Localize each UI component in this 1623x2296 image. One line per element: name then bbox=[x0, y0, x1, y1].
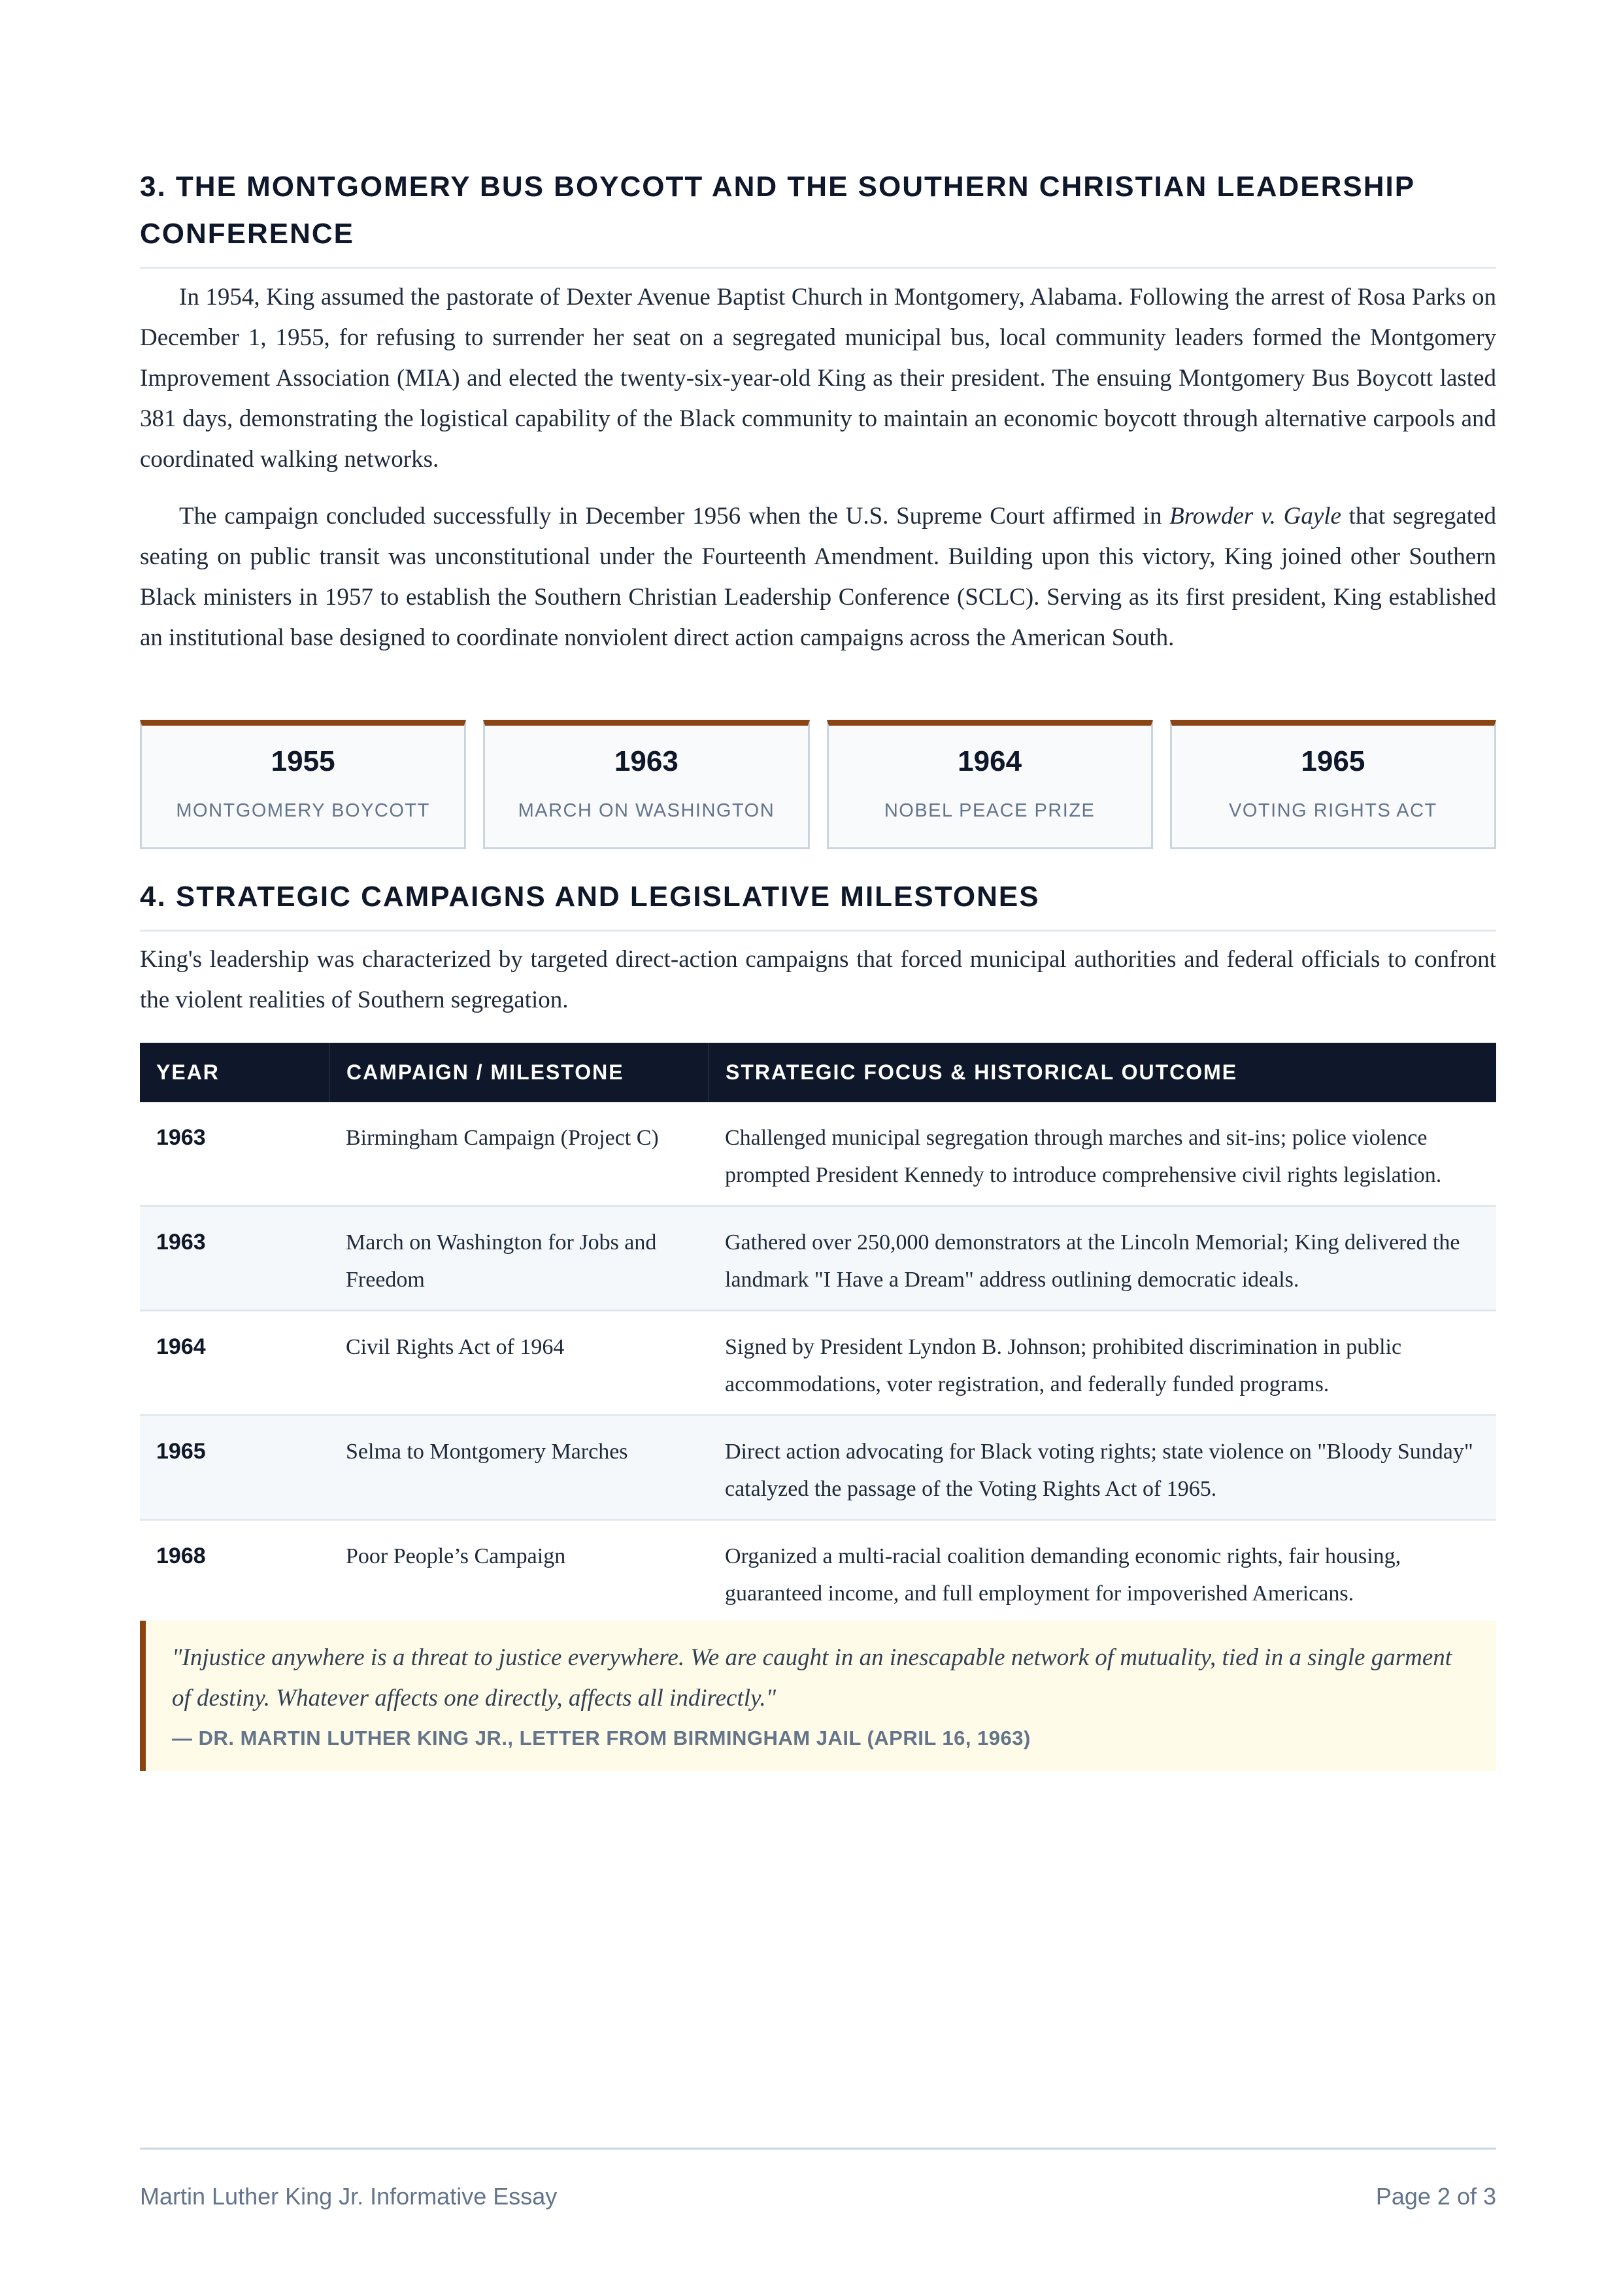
campaign-cell: March on Washington for Jobs and Freedom bbox=[329, 1206, 709, 1311]
table-row bbox=[140, 1415, 1496, 1520]
table-row bbox=[140, 1206, 1496, 1311]
quote-citation: — DR. MARTIN LUTHER KING JR., LETTER FROM BIRMINGHAM JAIL (APRIL 16, 1963) bbox=[172, 1727, 1031, 1749]
outcome-cell: Direct action advocating for Black voting rights; state violence on "Bloody Sunday" catalyzed the passage of the Voting Rights Act of 1965. bbox=[709, 1415, 1496, 1520]
stat-card bbox=[140, 720, 466, 849]
stat-card bbox=[827, 720, 1153, 849]
year-cell: 1963 bbox=[140, 1102, 329, 1206]
stat-year: 1965 bbox=[1301, 745, 1365, 777]
outcome-cell: Organized a multi-racial coalition demanding economic rights, fair housing, guaranteed income, and full employment for impoverished Americans. bbox=[709, 1520, 1496, 1625]
section-4-heading: 4. STRATEGIC CAMPAIGNS AND LEGISLATIVE MILESTONES bbox=[140, 873, 1496, 932]
document-page bbox=[140, 0, 1496, 2296]
campaign-cell: Civil Rights Act of 1964 bbox=[329, 1311, 709, 1415]
stat-label: MONTGOMERY BOYCOTT bbox=[176, 800, 430, 821]
paragraph-2-text-start: The campaign concluded successfully in December 1956 when the U.S. Supreme Court affirmed in bbox=[179, 503, 1170, 530]
paragraph-2-text-end: that segregated seating on public transit was unconstitutional under the Fourteenth Amendment. Building upon this victory, King joined other Southern Black ministers in 1957 to establish the Southern Christian Leadership Conference (SCLC). Serving as its first president, King established an institutional base designed to coordinate nonviolent direct action campaigns across the American South. bbox=[140, 503, 1497, 651]
case-name: Browder v. Gayle bbox=[1169, 503, 1341, 530]
footer-page-number: Page 2 of 3 bbox=[1375, 2183, 1496, 2210]
stat-card bbox=[1170, 720, 1496, 849]
milestone-stats-row bbox=[140, 720, 1496, 849]
milestones-table bbox=[140, 1043, 1496, 1625]
column-header-outcome: STRATEGIC FOCUS & HISTORICAL OUTCOME bbox=[709, 1043, 1496, 1102]
section-3-heading: 3. THE MONTGOMERY BUS BOYCOTT AND THE SOUTHERN CHRISTIAN LEADERSHIP CONFERENCE bbox=[140, 163, 1496, 269]
year-cell: 1968 bbox=[140, 1520, 329, 1625]
stat-year: 1955 bbox=[271, 745, 335, 777]
section-3-paragraph-1: In 1954, King assumed the pastorate of Dexter Avenue Baptist Church in Montgomery, Alabama. Following the arrest of Rosa Parks on December 1, 1955, for refusing to surrender her seat on a segregated municipal bus, local community leaders formed the Montgomery Improvement Association (MIA) and elected the twenty-six-year-old King as their president. The ensuing Montgomery Bus Boycott lasted 381 days, demonstrating the logistical capability of the Black community to maintain an economic boycott through alternative carpools and coordinated walking networks. bbox=[140, 284, 1496, 473]
campaign-cell: Birmingham Campaign (Project C) bbox=[329, 1102, 709, 1206]
stat-label: NOBEL PEACE PRIZE bbox=[884, 800, 1096, 821]
column-header-year: YEAR bbox=[140, 1043, 329, 1102]
table-row bbox=[140, 1520, 1496, 1625]
stat-card bbox=[483, 720, 809, 849]
stat-label: MARCH ON WASHINGTON bbox=[518, 800, 775, 821]
year-cell: 1963 bbox=[140, 1206, 329, 1311]
year-cell: 1964 bbox=[140, 1311, 329, 1415]
section-4-intro: King's leadership was characterized by targeted direct-action campaigns that forced municipal authorities and federal officials to confront the violent realities of Southern segregation. bbox=[140, 946, 1496, 1013]
pull-quote bbox=[140, 1621, 1496, 1771]
table-header-row bbox=[140, 1043, 1496, 1102]
footer-document-title: Martin Luther King Jr. Informative Essay bbox=[140, 2183, 558, 2210]
outcome-cell: Gathered over 250,000 demonstrators at the Lincoln Memorial; King delivered the landmark "I Have a Dream" address outlining democratic ideals. bbox=[709, 1206, 1496, 1311]
campaign-cell: Poor People’s Campaign bbox=[329, 1520, 709, 1625]
outcome-cell: Signed by President Lyndon B. Johnson; prohibited discrimination in public accommodations, voter registration, and federally funded programs. bbox=[709, 1311, 1496, 1415]
footer-divider bbox=[140, 2148, 1496, 2150]
column-header-campaign: CAMPAIGN / MILESTONE bbox=[329, 1043, 709, 1102]
stat-label: VOTING RIGHTS ACT bbox=[1229, 800, 1437, 821]
stat-year: 1964 bbox=[958, 745, 1022, 777]
campaign-cell: Selma to Montgomery Marches bbox=[329, 1415, 709, 1520]
stat-year: 1963 bbox=[614, 745, 678, 777]
outcome-cell: Challenged municipal segregation through marches and sit-ins; police violence prompted President Kennedy to introduce comprehensive civil rights legislation. bbox=[709, 1102, 1496, 1206]
table-row bbox=[140, 1102, 1496, 1206]
year-cell: 1965 bbox=[140, 1415, 329, 1520]
quote-text: "Injustice anywhere is a threat to justice everywhere. We are caught in an inescapable network of mutuality, tied in a single garment of destiny. Whatever affects one directly, affects all indirectly." bbox=[172, 1644, 1452, 1712]
section-3-paragraph-2 bbox=[140, 496, 1496, 658]
table-row bbox=[140, 1311, 1496, 1415]
